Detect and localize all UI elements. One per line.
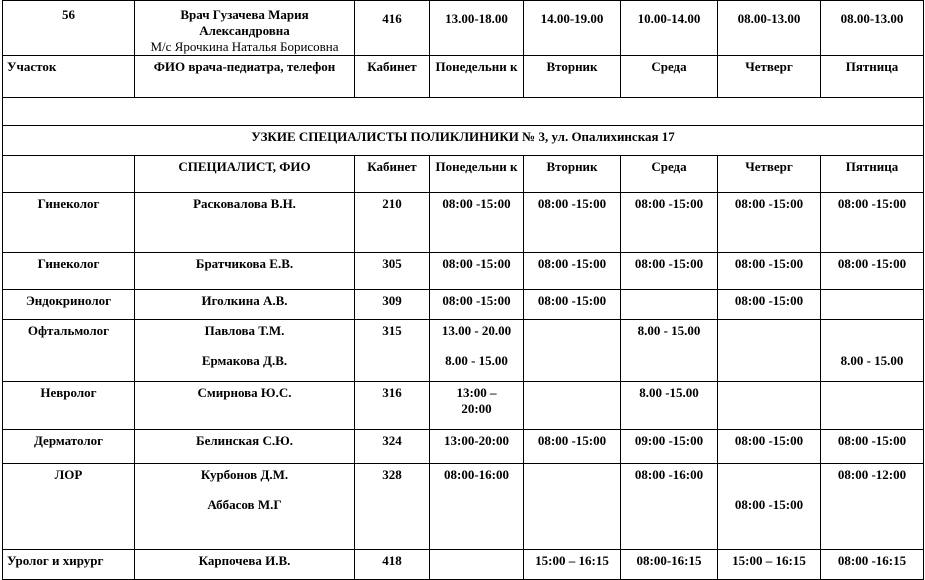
spec-header-wed: Среда: [621, 156, 718, 193]
district-doctor: [135, 1, 355, 56]
fri-hours: 08:00 -16:15: [821, 550, 924, 580]
thu-hours-2: 08:00 -15:00: [734, 497, 804, 512]
spec-header-cabinet: Кабинет: [355, 156, 430, 193]
cabinet: 315: [355, 320, 430, 382]
mon-hours: 08:00 -15:00: [430, 193, 524, 253]
header-wed: Среда: [621, 56, 718, 98]
mon-hours: 08:00 -15:00: [430, 290, 524, 320]
table-row: [3, 193, 924, 253]
tue-hours: 08:00 -15:00: [524, 193, 621, 253]
header-district: Участок: [3, 56, 135, 98]
tue-hours: 08:00 -15:00: [524, 290, 621, 320]
tue-hours: [524, 320, 621, 382]
wed-hours: 08:00 -15:00: [621, 253, 718, 290]
specialists-header-row: [3, 156, 924, 193]
district-number: 56: [3, 1, 135, 56]
spec-header-fio: СПЕЦИАЛИСТ, ФИО: [135, 156, 355, 193]
wed-hours: 08:00-16:15: [621, 550, 718, 580]
thu-hours: 08:00 -15:00: [718, 193, 821, 253]
doctor-fio-1: Курбонов Д.М.: [200, 467, 289, 482]
spacer-row: [3, 98, 924, 126]
header-thu: Четверг: [718, 56, 821, 98]
specialty: Гинеколог: [3, 193, 135, 253]
district-mon: 13.00-18.00: [430, 1, 524, 56]
fri-hours: 08:00 -15:00: [821, 430, 924, 464]
tue-hours: 15:00 – 16:15: [524, 550, 621, 580]
section-title: УЗКИЕ СПЕЦИАЛИСТЫ ПОЛИКЛИНИКИ № 3, ул. Опалихинская 17: [3, 126, 924, 156]
spec-header-tue: Вторник: [524, 156, 621, 193]
thu-hours: [718, 464, 821, 550]
table-row: [3, 382, 924, 430]
specialty: Дерматолог: [3, 430, 135, 464]
specialty: Эндокринолог: [3, 290, 135, 320]
spec-header-fri: Пятница: [821, 156, 924, 193]
doctor-fio-1: Павлова Т.М.: [204, 323, 285, 338]
mon-hours: [430, 550, 524, 580]
specialty: Офтальмолог: [3, 320, 135, 382]
district-wed: 10.00-14.00: [621, 1, 718, 56]
doctor-fio: [135, 320, 355, 382]
spec-header-thu: Четверг: [718, 156, 821, 193]
doctor-name: Врач Гузачева Мария Александровна: [180, 7, 309, 38]
cabinet: 324: [355, 430, 430, 464]
cabinet: 305: [355, 253, 430, 290]
district-thu: 08.00-13.00: [718, 1, 821, 56]
doctor-fio-2: Аббасов М.Г: [207, 497, 282, 512]
schedule-table: [2, 0, 924, 580]
spec-header-mon: Понедельни к: [430, 156, 524, 193]
spacer-cell: [3, 98, 924, 126]
mon-hours-1: 13.00 - 20.00: [441, 323, 512, 338]
nurse-name: М/с Ярочкина Наталья Борисовна: [150, 39, 339, 54]
doctor-fio: Карпочева И.В.: [135, 550, 355, 580]
specialty: Гинеколог: [3, 253, 135, 290]
cabinet: 309: [355, 290, 430, 320]
table-row: [3, 550, 924, 580]
doctor-fio: Расковалова В.Н.: [135, 193, 355, 253]
table-row: [3, 320, 924, 382]
header-fri: Пятница: [821, 56, 924, 98]
mon-hours: [430, 382, 524, 430]
fri-hours: 08:00 -12:00: [821, 464, 924, 550]
wed-hours: [621, 290, 718, 320]
wed-hours: 08:00 -15:00: [621, 193, 718, 253]
mon-hours-2: 8.00 - 15.00: [445, 353, 508, 368]
district-cabinet: 416: [355, 1, 430, 56]
table-row: [3, 290, 924, 320]
tue-hours: 08:00 -15:00: [524, 253, 621, 290]
wed-hours: 08:00 -16:00: [621, 464, 718, 550]
thu-hours: 15:00 – 16:15: [718, 550, 821, 580]
header-tue: Вторник: [524, 56, 621, 98]
tue-hours: [524, 464, 621, 550]
doctor-fio: [135, 464, 355, 550]
thu-hours: 08:00 -15:00: [718, 253, 821, 290]
thu-hours: 08:00 -15:00: [718, 430, 821, 464]
section-title-row: [3, 126, 924, 156]
mon-hours-1: 13:00 –: [456, 385, 497, 400]
wed-hours: 09:00 -15:00: [621, 430, 718, 464]
cabinet: 316: [355, 382, 430, 430]
spec-header-blank: [3, 156, 135, 193]
cabinet: 418: [355, 550, 430, 580]
fri-hours-2: 8.00 - 15.00: [840, 353, 904, 368]
doctor-fio: Иголкина А.В.: [135, 290, 355, 320]
mon-hours-2: 20:00: [461, 401, 492, 416]
doctor-fio: Братчикова Е.В.: [135, 253, 355, 290]
tue-hours: 08:00 -15:00: [524, 430, 621, 464]
district-fri: 08.00-13.00: [821, 1, 924, 56]
mon-hours: 08:00 -15:00: [430, 253, 524, 290]
wed-hours: 8.00 -15.00: [621, 382, 718, 430]
cabinet: 210: [355, 193, 430, 253]
header-cabinet: Кабинет: [355, 56, 430, 98]
fri-hours: 08:00 -15:00: [821, 253, 924, 290]
specialty: Уролог и хирург: [3, 550, 135, 580]
cabinet: 328: [355, 464, 430, 550]
fri-hours: 08:00 -15:00: [821, 193, 924, 253]
table-row: [3, 253, 924, 290]
mon-hours: 13:00-20:00: [430, 430, 524, 464]
specialty: Невролог: [3, 382, 135, 430]
specialty: ЛОР: [3, 464, 135, 550]
district-tue: 14.00-19.00: [524, 1, 621, 56]
table-row: [3, 430, 924, 464]
thu-hours: 08:00 -15:00: [718, 290, 821, 320]
mon-hours: 08:00-16:00: [430, 464, 524, 550]
doctor-fio-2: Ермакова Д.В.: [201, 353, 288, 368]
doctor-fio: Белинская С.Ю.: [135, 430, 355, 464]
table-row: [3, 464, 924, 550]
header-pediatrician: ФИО врача-педиатра, телефон: [135, 56, 355, 98]
district-row: [3, 1, 924, 56]
wed-hours: 8.00 - 15.00: [621, 320, 718, 382]
fri-hours: [821, 382, 924, 430]
tue-hours: [524, 382, 621, 430]
fri-hours: [821, 320, 924, 382]
fri-hours: [821, 290, 924, 320]
pediatric-header-row: [3, 56, 924, 98]
thu-hours: [718, 382, 821, 430]
mon-hours: [430, 320, 524, 382]
doctor-fio: Смирнова Ю.С.: [135, 382, 355, 430]
header-mon: Понедельни к: [430, 56, 524, 98]
thu-hours: [718, 320, 821, 382]
